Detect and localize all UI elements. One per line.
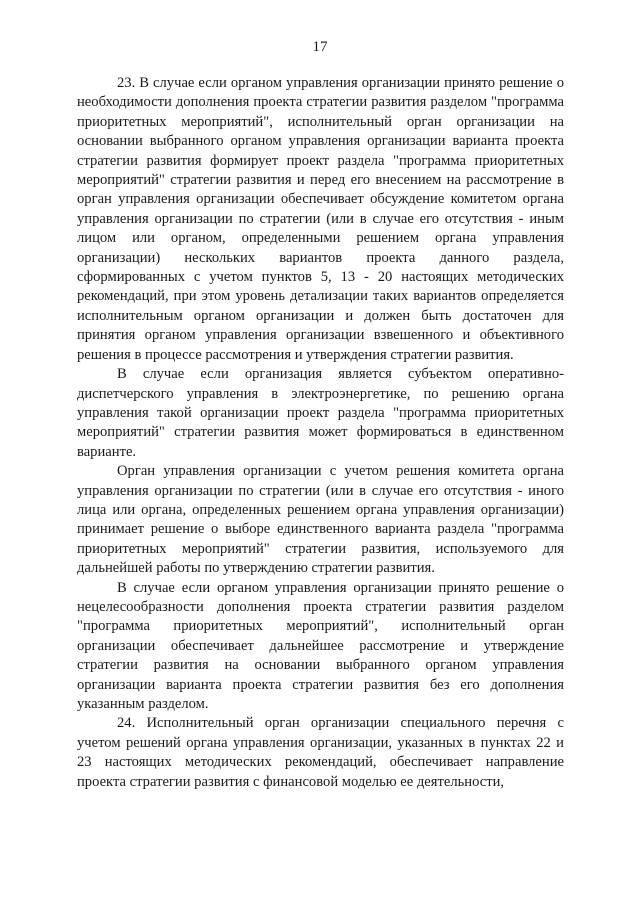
paragraph-item-24: 24. Исполнительный орган организации специального перечня с учетом решений органа управления организации, указанных в пунктах 22 и 23 настоящих методических рекомендаций, обеспечивает направление проекта стратегии развития с финансовой моделью ее деятельности, (77, 715, 564, 790)
paragraph-single-variant-decision: Орган управления организации с учетом решения комитета органа управления организации по стратегии (или в случае его отсутствия - иного лица или органа, определенных решением органа управления организации) принимает решение о выборе единственного варианта раздела "программа приоритетных мероприятий" стратегии развития, используемого для дальнейшей работы по утверждению стратегии развития. (77, 463, 564, 577)
paragraph-inexpediency: В случае если органом управления организации принято решение о нецелесообразности дополнения проекта стратегии развития разделом "программа приоритетных мероприятий", исполнительный орган организации обеспечивает дальнейшее рассмотрение и утверждение стратегии развития на основании выбранного органом управления организации варианта проекта стратегии развития без его дополнения указанным разделом. (77, 579, 564, 712)
page-number: 17 (312, 39, 328, 55)
document-body (77, 74, 564, 792)
paragraph-item-23: 23. В случае если органом управления организации принято решение о необходимости дополнения проекта стратегии развития разделом "программа приоритетных мероприятий", исполнительный орган организации на основании выбранного органом управления организации варианта проекта стратегии развития формирует проект раздела "программа приоритетных мероприятий" стратегии развития и перед его внесением на рассмотрение в орган управления организации обеспечивает обсуждение комитетом органа управления организации по стратегии (или в случае его отсутствия - иным лицом или органом, определенными решением органа управления организации) нескольких вариантов проекта данного раздела, сформированных с учетом пунктов 5, 13 - 20 настоящих методических рекомендаций, при этом уровень детализации таких вариантов определяется исполнительным органом организации и должен быть достаточен для принятия органом управления организации взвешенного и объективного решения в процессе рассмотрения и утверждения стратегии развития. (77, 75, 564, 363)
paragraph-dispatch-control: В случае если организация является субъектом оперативно-диспетчерского управления в электроэнергетике, по решению органа управления такой организации проект раздела "программа приоритетных мероприятий" стратегии развития может формироваться в единственном варианте. (77, 366, 564, 460)
